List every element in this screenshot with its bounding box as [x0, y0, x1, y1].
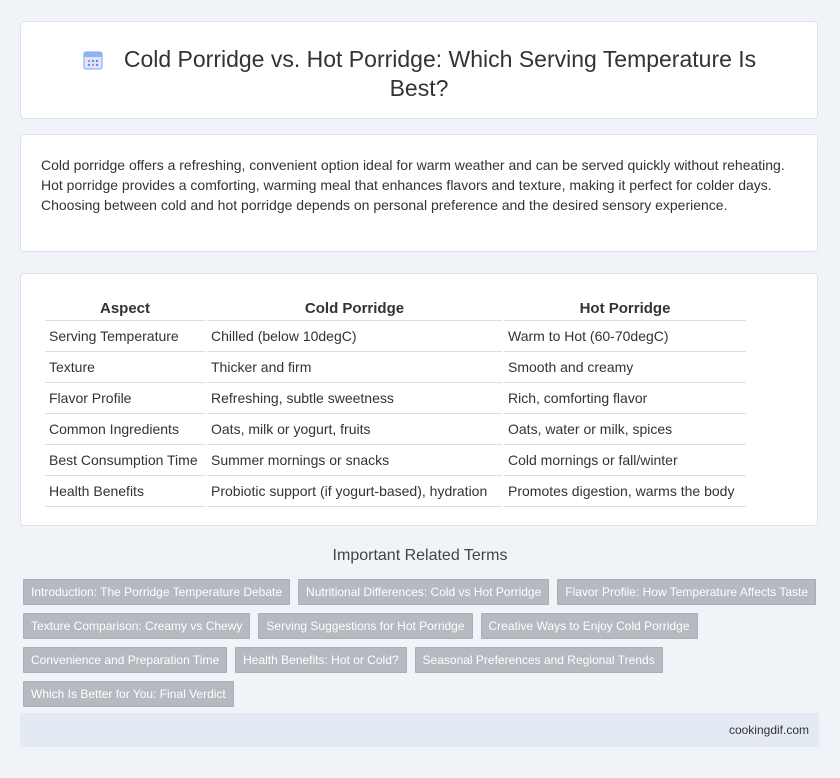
related-term-tag[interactable]: Introduction: The Porridge Temperature Debate	[23, 579, 290, 605]
table-row	[45, 383, 746, 414]
related-term-tag[interactable]: Which Is Better for You: Final Verdict	[23, 681, 234, 707]
related-term-tag[interactable]: Nutritional Differences: Cold vs Hot Porridge	[298, 579, 549, 605]
related-term-tag[interactable]: Creative Ways to Enjoy Cold Porridge	[481, 613, 698, 639]
table-cell: Oats, milk or yogurt, fruits	[207, 414, 502, 445]
table-header-row	[45, 296, 746, 321]
table-cell: Promotes digestion, warms the body	[504, 476, 746, 507]
table-row	[45, 352, 746, 383]
table-row	[45, 445, 746, 476]
page-title-text: Cold Porridge vs. Hot Porridge: Which Serving Temperature Is Best?	[123, 46, 757, 101]
table-cell: Oats, water or milk, spices	[504, 414, 746, 445]
related-term-tag[interactable]: Flavor Profile: How Temperature Affects Taste	[557, 579, 816, 605]
table-cell: Serving Temperature	[45, 321, 205, 352]
table-cell: Chilled (below 10degC)	[207, 321, 502, 352]
intro-text: Cold porridge offers a refreshing, convenient option ideal for warm weather and can be served quickly without reheating. Hot porridge provides a comforting, warming meal that enhances flavors and texture, making it perfect for colder days. Choosing between cold and hot porridge depends on personal preference and the desired sensory experience.	[41, 157, 785, 213]
header-card	[20, 21, 818, 119]
table-cell: Health Benefits	[45, 476, 205, 507]
table-cell: Rich, comforting flavor	[504, 383, 746, 414]
comparison-table	[43, 296, 748, 507]
table-row	[45, 476, 746, 507]
table-row	[45, 321, 746, 352]
column-header-cold: Cold Porridge	[207, 296, 502, 321]
related-terms-list	[23, 579, 823, 715]
table-cell: Summer mornings or snacks	[207, 445, 502, 476]
column-header-aspect: Aspect	[45, 296, 205, 321]
table-cell: Best Consumption Time	[45, 445, 205, 476]
footer	[20, 713, 819, 747]
table-cell: Flavor Profile	[45, 383, 205, 414]
comparison-card	[20, 273, 818, 526]
footer-site-link[interactable]: cookingdif.com	[728, 723, 809, 737]
table-cell: Warm to Hot (60-70degC)	[504, 321, 746, 352]
related-term-tag[interactable]: Health Benefits: Hot or Cold?	[235, 647, 406, 673]
page-title	[61, 45, 777, 103]
related-term-tag[interactable]: Texture Comparison: Creamy vs Chewy	[23, 613, 250, 639]
table-cell: Common Ingredients	[45, 414, 205, 445]
table-cell: Probiotic support (if yogurt-based), hydration	[207, 476, 502, 507]
column-header-hot: Hot Porridge	[504, 296, 746, 321]
calendar-icon	[82, 49, 104, 71]
related-term-tag[interactable]: Convenience and Preparation Time	[23, 647, 227, 673]
related-terms-title: Important Related Terms	[332, 547, 508, 564]
related-term-tag[interactable]: Seasonal Preferences and Regional Trends	[415, 647, 663, 673]
table-cell: Refreshing, subtle sweetness	[207, 383, 502, 414]
table-row	[45, 414, 746, 445]
intro-card	[20, 134, 818, 252]
table-cell: Cold mornings or fall/winter	[504, 445, 746, 476]
related-term-tag[interactable]: Serving Suggestions for Hot Porridge	[258, 613, 472, 639]
table-cell: Texture	[45, 352, 205, 383]
table-cell: Thicker and firm	[207, 352, 502, 383]
table-cell: Smooth and creamy	[504, 352, 746, 383]
